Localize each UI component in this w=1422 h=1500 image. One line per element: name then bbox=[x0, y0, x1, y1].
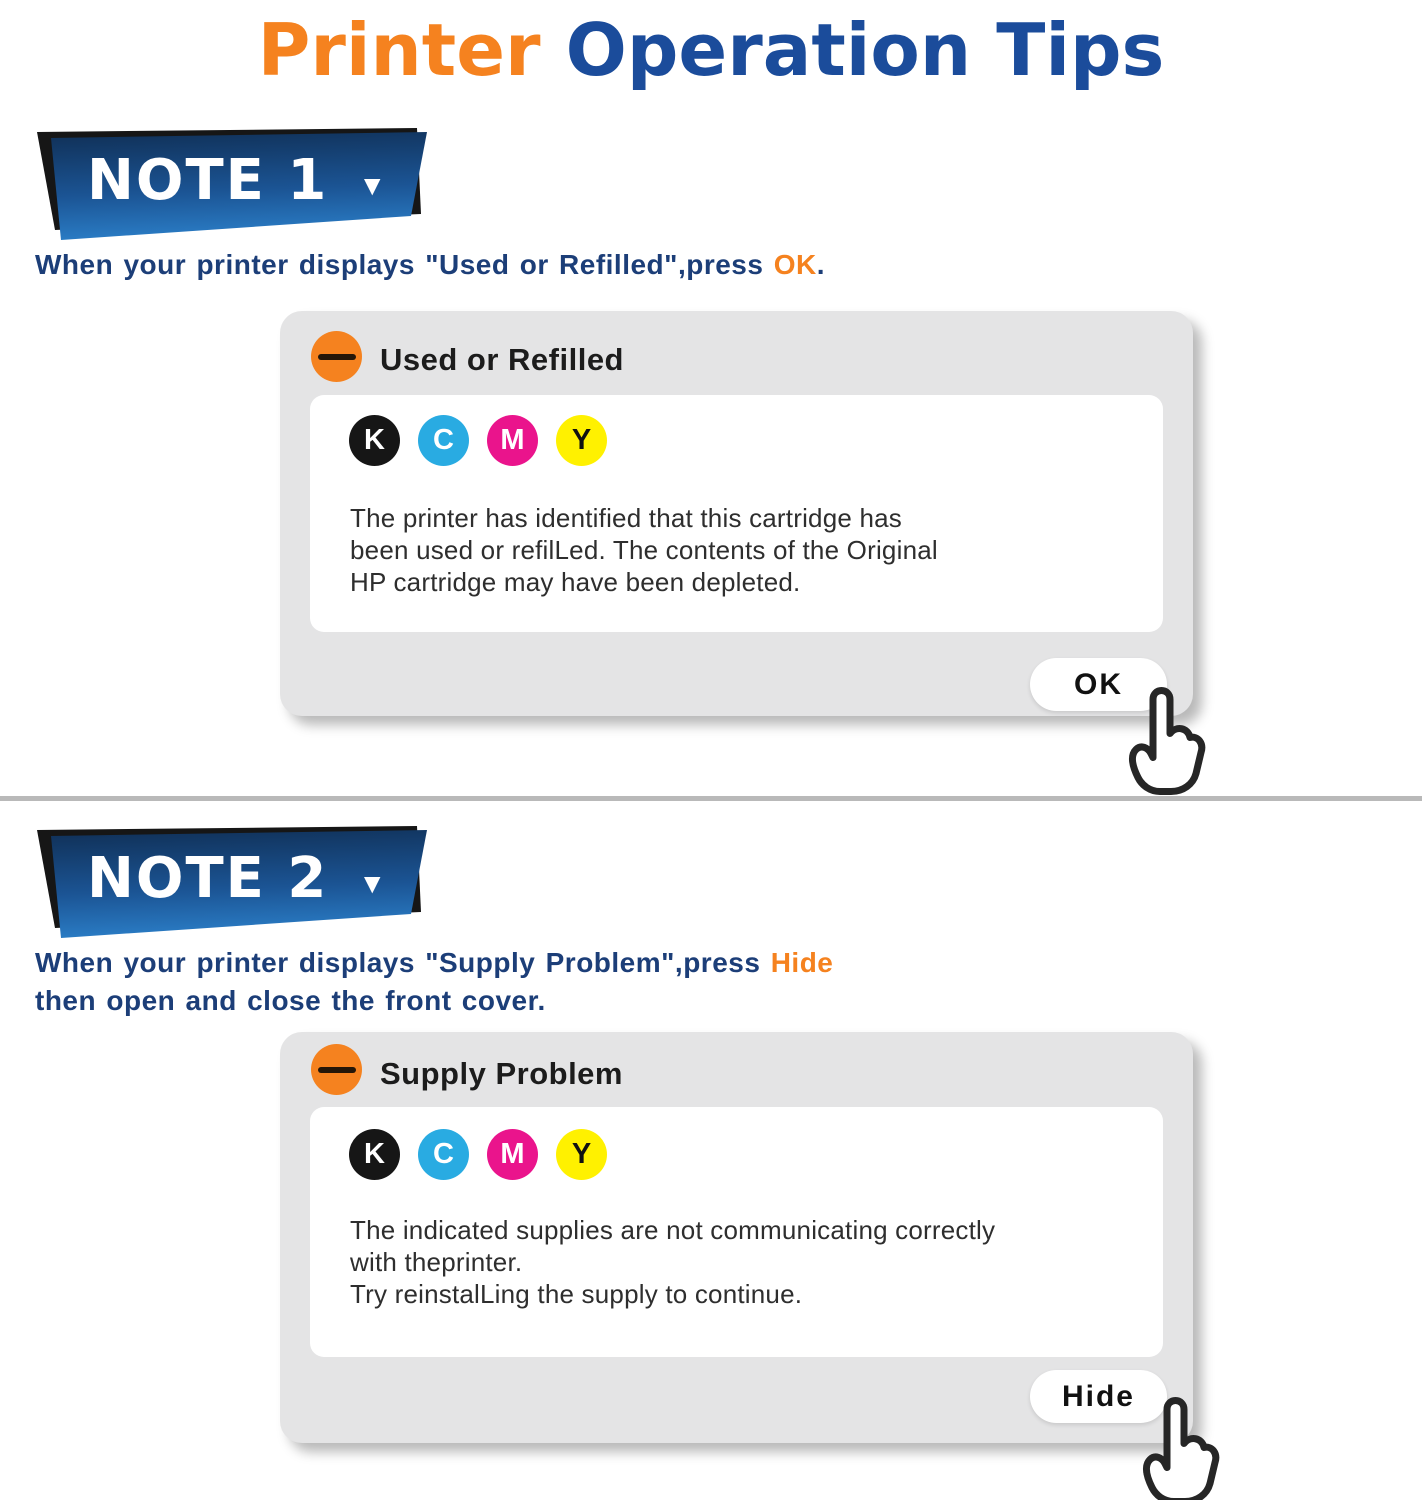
dialog-body-panel bbox=[310, 1107, 1163, 1357]
instruction-text-after: . bbox=[816, 249, 825, 280]
dropdown-triangle-icon: ▼ bbox=[358, 868, 387, 899]
cartridge-row bbox=[349, 1129, 607, 1180]
minus-bar bbox=[318, 1067, 356, 1073]
status-minus-icon bbox=[311, 1044, 362, 1095]
status-minus-icon bbox=[311, 331, 362, 382]
note-1-label: NOTE 1 bbox=[87, 148, 329, 213]
cartridge-yellow-icon bbox=[556, 1129, 607, 1180]
message-line: HP cartridge may have been depleted. bbox=[350, 567, 801, 597]
instruction-text: When your printer displays "Supply Problem",press bbox=[35, 947, 771, 978]
dialog-title: Used or Refilled bbox=[380, 342, 624, 377]
note-2-instruction bbox=[35, 944, 1115, 1020]
note-2-banner bbox=[35, 826, 427, 938]
note-2-label: NOTE 2 bbox=[87, 846, 329, 911]
printer-dialog-supply-problem bbox=[280, 1032, 1193, 1443]
dialog-message bbox=[350, 1214, 1110, 1310]
instruction-text: When your printer displays "Used or Refilled",press bbox=[35, 249, 774, 280]
message-line: The indicated supplies are not communicating correctly bbox=[350, 1215, 996, 1245]
hide-button[interactable]: Hide bbox=[1030, 1370, 1167, 1423]
banner-content bbox=[87, 146, 417, 216]
minus-bar bbox=[318, 354, 356, 360]
ok-button[interactable]: OK bbox=[1030, 658, 1167, 711]
dropdown-triangle-icon: ▼ bbox=[358, 170, 387, 201]
cartridge-letter: Y bbox=[571, 424, 592, 456]
note-1-instruction bbox=[35, 246, 1115, 284]
note-1-banner bbox=[35, 128, 427, 240]
cartridge-black-icon bbox=[349, 415, 400, 466]
page-title-rest: Operation Tips bbox=[540, 8, 1165, 92]
message-line: with theprinter. bbox=[350, 1247, 523, 1277]
cartridge-cyan-icon bbox=[418, 415, 469, 466]
page-title-highlight: Printer bbox=[257, 8, 541, 92]
cartridge-letter: C bbox=[433, 424, 454, 456]
cartridge-letter: K bbox=[364, 424, 385, 456]
dialog-message bbox=[350, 502, 1110, 598]
cartridge-letter: M bbox=[500, 1138, 525, 1170]
dialog-title: Supply Problem bbox=[380, 1056, 623, 1091]
instruction-action-word: Hide bbox=[770, 947, 834, 978]
hand-cursor-icon bbox=[1108, 678, 1208, 800]
hand-cursor-icon bbox=[1122, 1388, 1222, 1500]
cartridge-letter: K bbox=[364, 1138, 385, 1170]
note-1-section bbox=[0, 128, 1422, 800]
section-divider bbox=[0, 796, 1422, 801]
cartridge-cyan-icon bbox=[418, 1129, 469, 1180]
cartridge-letter: Y bbox=[571, 1138, 592, 1170]
cartridge-letter: C bbox=[433, 1138, 454, 1170]
cartridge-row bbox=[349, 415, 607, 466]
dialog-body-panel bbox=[310, 395, 1163, 632]
note-2-section bbox=[0, 826, 1422, 1498]
cartridge-black-icon bbox=[349, 1129, 400, 1180]
cartridge-magenta-icon bbox=[487, 415, 538, 466]
cartridge-letter: M bbox=[500, 424, 525, 456]
instruction-action-word: OK bbox=[773, 249, 817, 280]
page-title bbox=[0, 0, 1422, 100]
printer-dialog-used-or-refilled bbox=[280, 311, 1193, 716]
message-line: been used or refilLed. The contents of the Original bbox=[350, 535, 938, 565]
banner-content bbox=[87, 844, 417, 914]
cartridge-magenta-icon bbox=[487, 1129, 538, 1180]
message-line: The printer has identified that this cartridge has bbox=[350, 503, 902, 533]
message-line: Try reinstalLing the supply to continue. bbox=[350, 1279, 803, 1309]
instruction-line-2: then open and close the front cover. bbox=[35, 985, 546, 1016]
cartridge-yellow-icon bbox=[556, 415, 607, 466]
